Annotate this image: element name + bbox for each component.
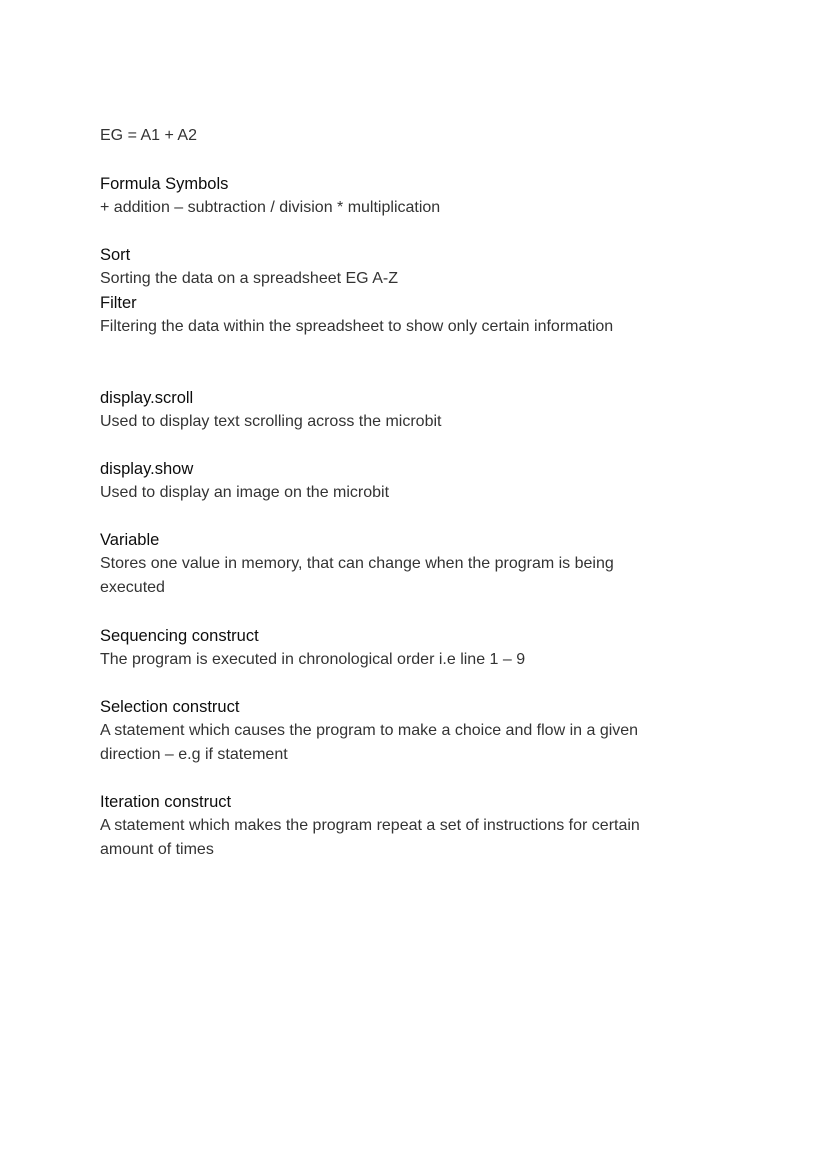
sort-heading: Sort: [100, 246, 131, 264]
sequencing-construct-text: The program is executed in chronological order i.e line 1 – 9: [100, 651, 526, 668]
selection-construct-text-line-1: A statement which causes the program to make a choice and flow in a given: [100, 722, 639, 739]
formula-symbols-text: + addition – subtraction / division * multiplication: [100, 199, 441, 216]
filter-text: Filtering the data within the spreadsheet to show only certain information: [100, 318, 614, 335]
iteration-construct-text-line-1: A statement which makes the program repeat a set of instructions for certain: [100, 817, 640, 834]
display-scroll-heading: display.scroll: [100, 389, 194, 407]
sort-text: Sorting the data on a spreadsheet EG A-Z: [100, 270, 398, 287]
sequencing-construct-heading: Sequencing construct: [100, 627, 259, 645]
selection-construct-text-line-2: direction – e.g if statement: [100, 746, 288, 763]
variable-text-line-2: executed: [100, 579, 165, 596]
display-show-heading: display.show: [100, 460, 194, 478]
variable-heading: Variable: [100, 531, 160, 549]
iteration-construct-heading: Iteration construct: [100, 793, 232, 811]
formula-symbols-heading: Formula Symbols: [100, 175, 229, 193]
display-show-text: Used to display an image on the microbit: [100, 484, 390, 501]
variable-text-line-1: Stores one value in memory, that can change when the program is being: [100, 555, 614, 572]
display-scroll-text: Used to display text scrolling across the microbit: [100, 413, 442, 430]
filter-heading: Filter: [100, 294, 137, 312]
example-formula: EG = A1 + A2: [100, 127, 197, 144]
iteration-construct-text-line-2: amount of times: [100, 841, 214, 858]
selection-construct-heading: Selection construct: [100, 698, 240, 716]
